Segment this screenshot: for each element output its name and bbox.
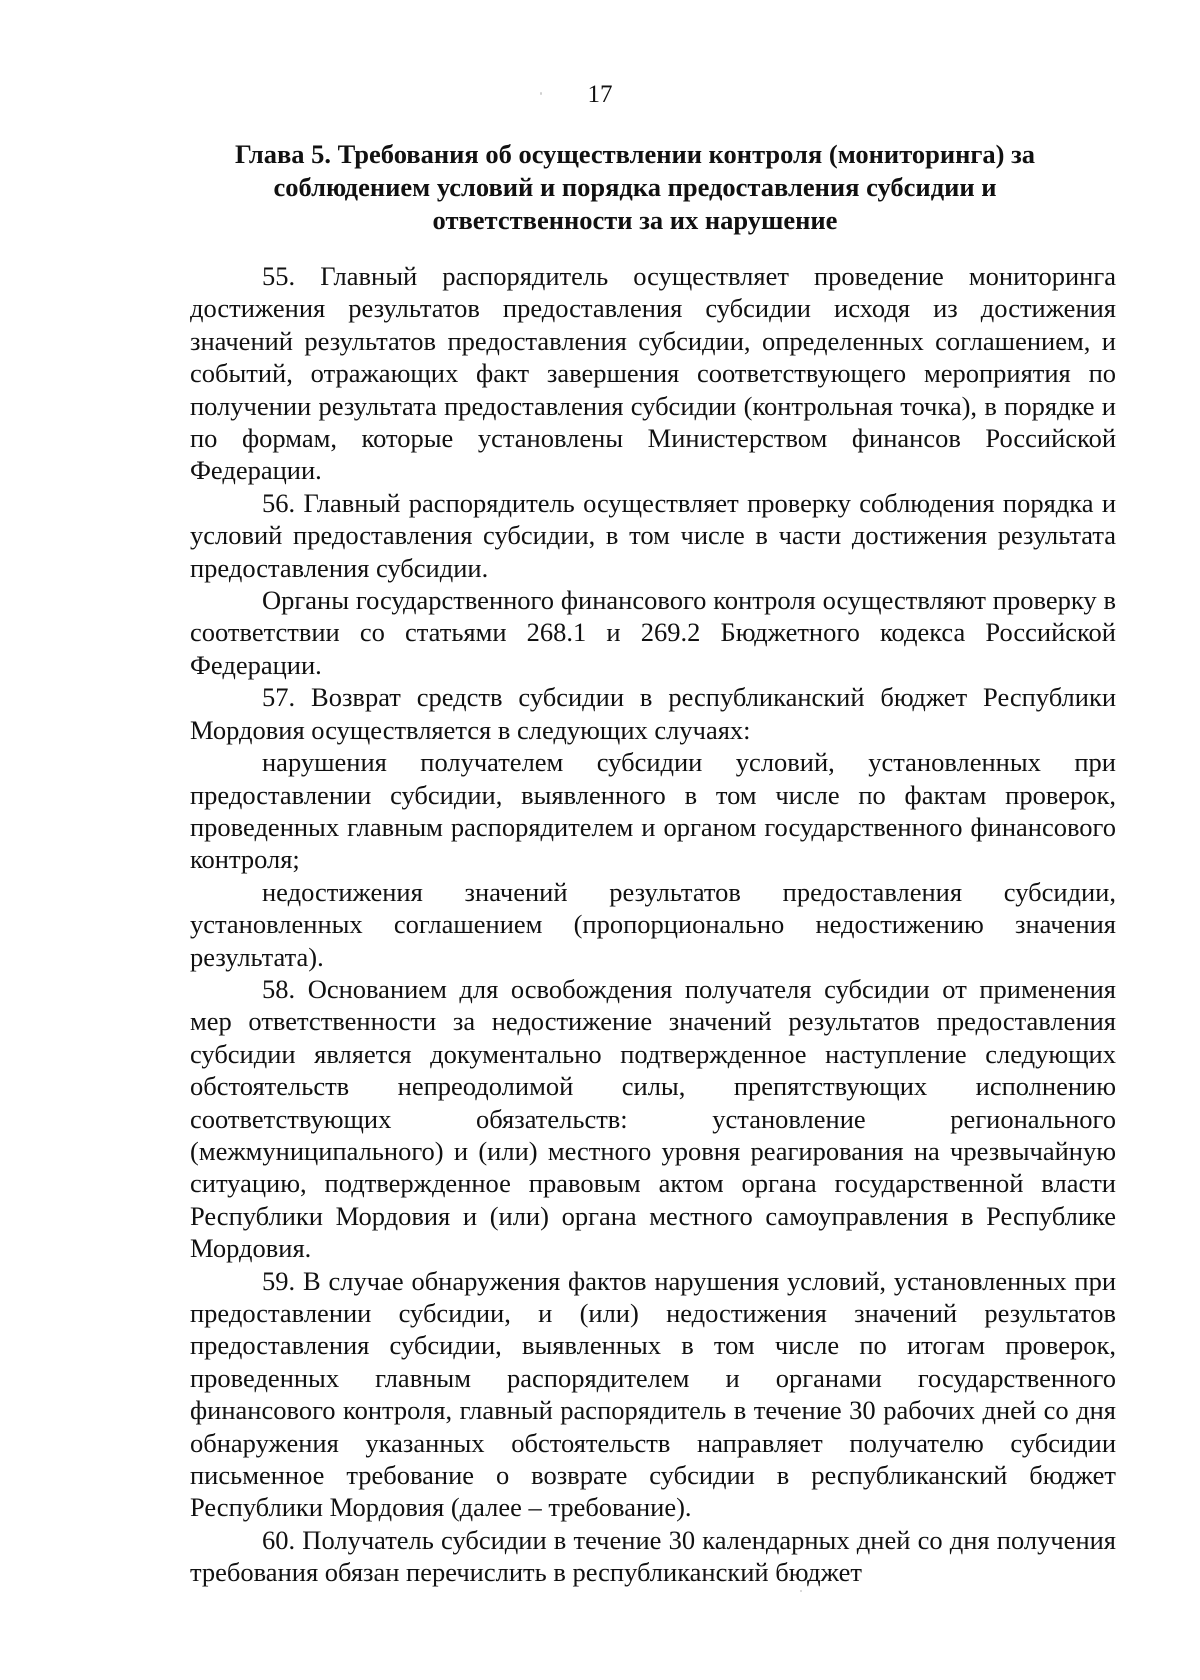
paragraph-57-case-nonachievement: недостижения значений результатов предоставления субсидии, установленных соглашением (пропорционально недостижению значения результата). [190, 876, 1116, 972]
paragraph-55: 55. Главный распорядитель осуществляет проведение мониторинга достижения результатов предоставления субсидии исходя из достижения значений результатов предоставления субсидии, определенных соглашением, и событий, отражающих факт завершения соответствующего мероприятия по получении результата предоставления субсидии (контрольная точка), в порядке и по формам, которые установлены Министерством финансов Российской Федерации. [190, 261, 1116, 486]
paragraph-58: 58. Основанием для освобождения получателя субсидии от применения мер ответственности за недостижение значений результатов предоставления субсидии является документально подтвержденное наступление следующих обстоятельств непреодолимой силы, препятствующих исполнению соответствующих обязательств: установление регионального (межмуниципального) и (или) местного уровня реагирования на чрезвычайную ситуацию, подтвержденное правовым актом органа государственной власти Республики Мордовия и (или) органа местного самоуправления в Республике Мордовия. [190, 973, 1116, 1264]
document-body [190, 260, 1116, 1589]
paragraph-56-control-bodies: Органы государственного финансового контроля осуществляют проверку в соответствии со статьями 268.1 и 269.2 Бюджетного кодекса Российской Федерации. [190, 585, 1116, 680]
paragraph-60: 60. Получатель субсидии в течение 30 календарных дней со дня получения требования обязан перечислить в республиканский бюджет [190, 1524, 1116, 1588]
paragraph-57: 57. Возврат средств субсидии в республиканский бюджет Республики Мордовия осуществляется в следующих случаях: [190, 682, 1116, 745]
scan-speck [540, 92, 542, 95]
scan-speck [800, 1590, 802, 1592]
chapter-title: Глава 5. Требования об осуществлении контроля (мониторинга) за соблюдением условий и порядка предоставления субсидии и ответственности за их нарушение [234, 139, 1036, 235]
paragraph-57-case-violation: нарушения получателем субсидии условий, установленных при предоставлении субсидии, выявленного в том числе по фактам проверок, проведенных главным распорядителем и органом государственного финансового контроля; [190, 747, 1116, 875]
paragraph-59: 59. В случае обнаружения фактов нарушения условий, установленных при предоставлении субсидии, и (или) недостижения значений результатов предоставления субсидии, выявленных в том числе по итогам проверок, проведенных главным распорядителем и органами государственного финансового контроля, главный распорядитель в течение 30 рабочих дней со дня обнаружения указанных обстоятельств направляет получателю субсидии письменное требование о возврате субсидии в республиканский бюджет Республики Мордовия (далее – требование). [190, 1265, 1116, 1523]
paragraph-56: 56. Главный распорядитель осуществляет проверку соблюдения порядка и условий предоставления субсидии, в том числе в части достижения результата предоставления субсидии. [190, 487, 1116, 583]
page-number: 17 [587, 81, 613, 108]
